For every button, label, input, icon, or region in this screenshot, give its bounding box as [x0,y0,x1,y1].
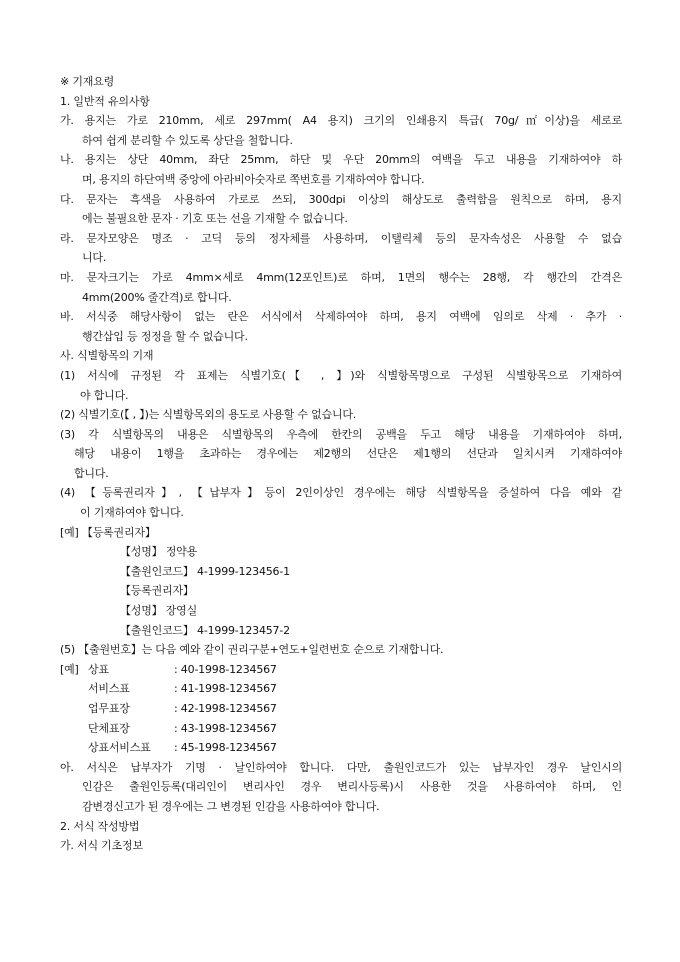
para-3-line-1: (3) 각 식별항목의 내용은 식별항목의 우측에 한칸의 공백을 두고 해당 내용을 기재하여야 하며, [60,427,622,441]
item-ra-line-1: 라. 문자모양은 명조 · 고딕 등의 정자체를 사용하며, 이탤릭체 등의 문자속성은 사용할 수 없습 [60,231,622,245]
para-4-line-1: (4) 【등록권리자】, 【납부자】등이 2인이상인 경우에는 해당 식별항목을 증설하여 다음 예와 같 [60,486,622,500]
item-da-line-1: 다. 문자는 흑색을 사용하여 가로로 쓰되, 300dpi 이상의 해상도로 출력함을 원칙으로 하며, 용지 [60,192,622,206]
code-label: 서비스표 [88,682,130,696]
example-2-row-1 [60,679,622,699]
para-1-line-1: (1) 서식에 규정된 각 표제는 식별기호(【 , 】)와 식별항목명으로 구성된 식별항목으로 기재하여 [60,368,622,382]
para-4-line-2: 이 기재하여야 합니다. [80,506,184,520]
item-a-line-1: 아. 서식은 납부자가 기명 · 날인하여야 합니다. 다만, 출원인코드가 있는 납부자인 경우 날인시의 [60,760,622,774]
code-value: : 45-1998-1234567 [174,741,277,755]
example-2-row-0 [60,660,622,680]
code-value: : 43-1998-1234567 [174,721,277,735]
example-1-line-5: 【출원인코드】 4-1999-123457-2 [120,623,290,637]
section-2-item-ga: 가. 서식 기초정보 [60,839,143,853]
example-2-row-2 [60,699,622,719]
example-1-line-4: 【성명】 장영실 [120,604,198,618]
para-2: (2) 식별기호(【 , 】)는 식별항목외의 용도로 사용할 수 없습니다. [60,408,357,422]
para-5: (5) 【출원번호】는 다음 예와 같이 권리구분+연도+일련번호 순으로 기재합니다. [60,643,444,657]
item-da-line-2: 에는 불필요한 문자 · 기호 또는 선을 기재할 수 없습니다. [82,212,348,226]
example-1-line-2: 【출원인코드】 4-1999-123456-1 [120,564,290,578]
item-na-line-2: 며, 용지의 하단여백 중앙에 아라비아숫자로 쪽번호를 기재하여야 합니다. [82,172,425,186]
item-a-line-3: 감변경신고가 된 경우에는 그 변경된 인감을 사용하여야 합니다. [82,799,380,813]
code-label: 상표 [88,662,109,676]
code-label: 단체표장 [88,721,130,735]
para-3-line-3: 합니다. [74,466,109,480]
item-ba-line-2: 행간삽입 등 정정을 할 수 없습니다. [82,329,248,343]
item-na-line-1: 나. 용지는 상단 40mm, 좌단 25mm, 하단 및 우단 20mm의 여백을 두고 내용을 기재하여야 하 [60,153,622,167]
example-2-prefix: [예] [60,662,79,676]
item-ga-line-2: 하여 쉽게 분리할 수 있도록 상단을 철합니다. [82,133,293,147]
code-value: : 40-1998-1234567 [174,662,277,676]
item-ma-line-2: 4mm(200% 줄간격)로 합니다. [82,290,232,304]
item-ra-line-2: 니다. [82,251,107,265]
example-2-row-4 [60,738,622,758]
code-value: : 42-1998-1234567 [174,702,277,715]
item-sa-title: 사. 식별항목의 기재 [60,349,154,363]
notes-heading: ※ 기재요령 [60,75,115,88]
section-2-title: 2. 서식 작성방법 [60,819,140,833]
code-label: 업무표장 [88,702,130,715]
para-1-line-2: 야 합니다. [80,388,129,402]
item-ba-line-1: 바. 서식중 해당사항이 없는 란은 서식에서 삭제하여야 하며, 용지 여백에 임의로 삭제 · 추가 · [60,310,622,324]
code-label: 상표서비스표 [88,741,151,755]
section-1-title: 1. 일반적 유의사항 [60,94,150,108]
example-1-heading: [예] 【등록권리자】 [60,525,156,539]
para-3-line-2: 해당 내용이 1행을 초과하는 경우에는 제2행의 선단은 제1행의 선단과 일치시켜 기재하여야 [74,447,622,461]
example-1-line-1: 【성명】 정약용 [120,545,198,559]
item-ga-line-1: 가. 용지는 가로 210mm, 세로 297mm( A4 용지) 크기의 인쇄용지 특급( 70g/㎡이상)을 세로로 [60,114,622,128]
code-value: : 41-1998-1234567 [174,682,277,696]
example-2-row-3 [60,719,622,739]
example-1-line-3: 【등록권리자】 [120,584,194,598]
item-a-line-2: 인감은 출원인등록(대리인이 변리사인 경우 변리사등록)시 사용한 것을 사용하여야 하며, 인 [82,780,622,794]
item-ma-line-1: 마. 문자크기는 가로 4mm×세로 4mm(12포인트)로 하며, 1면의 행수는 28행, 각 행간의 간격은 [60,270,622,284]
